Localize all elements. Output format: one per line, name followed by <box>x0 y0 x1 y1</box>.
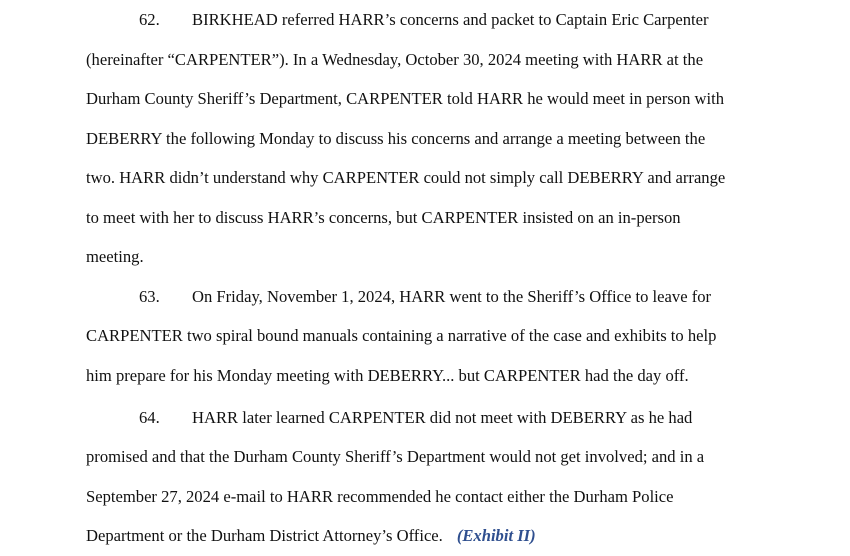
paragraph-62-line-5: two. HARR didn’t understand why CARPENTER could not simply call DEBERRY and arrange <box>86 168 726 187</box>
paragraph-64-line-4 <box>86 526 536 546</box>
paragraph-number-64: 64. <box>139 408 160 427</box>
paragraph-62-line-3: Durham County Sheriff’s Department, CARPENTER told HARR he would meet in person with <box>86 89 725 108</box>
paragraph-64-text-4: Department or the Durham District Attorney’s Office. <box>86 526 443 545</box>
paragraph-62-text-1: BIRKHEAD referred HARR’s concerns and packet to Captain Eric Carpenter <box>192 10 709 29</box>
paragraph-64-line-1 <box>86 408 692 428</box>
paragraph-63-text-1: On Friday, November 1, 2024, HARR went to the Sheriff’s Office to leave for <box>192 287 712 306</box>
paragraph-number-62: 62. <box>139 10 160 29</box>
paragraph-64-line-2: promised and that the Durham County Sheriff’s Department would not get involved; and in a <box>86 447 705 466</box>
paragraph-63-line-2: CARPENTER two spiral bound manuals containing a narrative of the case and exhibits to help <box>86 326 717 345</box>
paragraph-62-line-6: to meet with her to discuss HARR’s concerns, but CARPENTER insisted on an in-person <box>86 208 681 227</box>
paragraph-64-line-3: September 27, 2024 e-mail to HARR recommended he contact either the Durham Police <box>86 487 674 506</box>
paragraph-62-line-7: meeting. <box>86 247 144 266</box>
paragraph-62-line-2: (hereinafter “CARPENTER”). In a Wednesday, October 30, 2024 meeting with HARR at the <box>86 50 704 69</box>
paragraph-64-text-1: HARR later learned CARPENTER did not meet with DEBERRY as he had <box>192 408 693 427</box>
exhibit-reference: (Exhibit II) <box>456 526 536 545</box>
paragraph-63-line-3: him prepare for his Monday meeting with DEBERRY... but CARPENTER had the day off. <box>86 366 689 385</box>
paragraph-63-line-1 <box>86 287 711 307</box>
paragraph-62-line-1 <box>86 10 709 30</box>
paragraph-62-line-4: DEBERRY the following Monday to discuss his concerns and arrange a meeting between the <box>86 129 706 148</box>
paragraph-number-63: 63. <box>139 287 160 306</box>
